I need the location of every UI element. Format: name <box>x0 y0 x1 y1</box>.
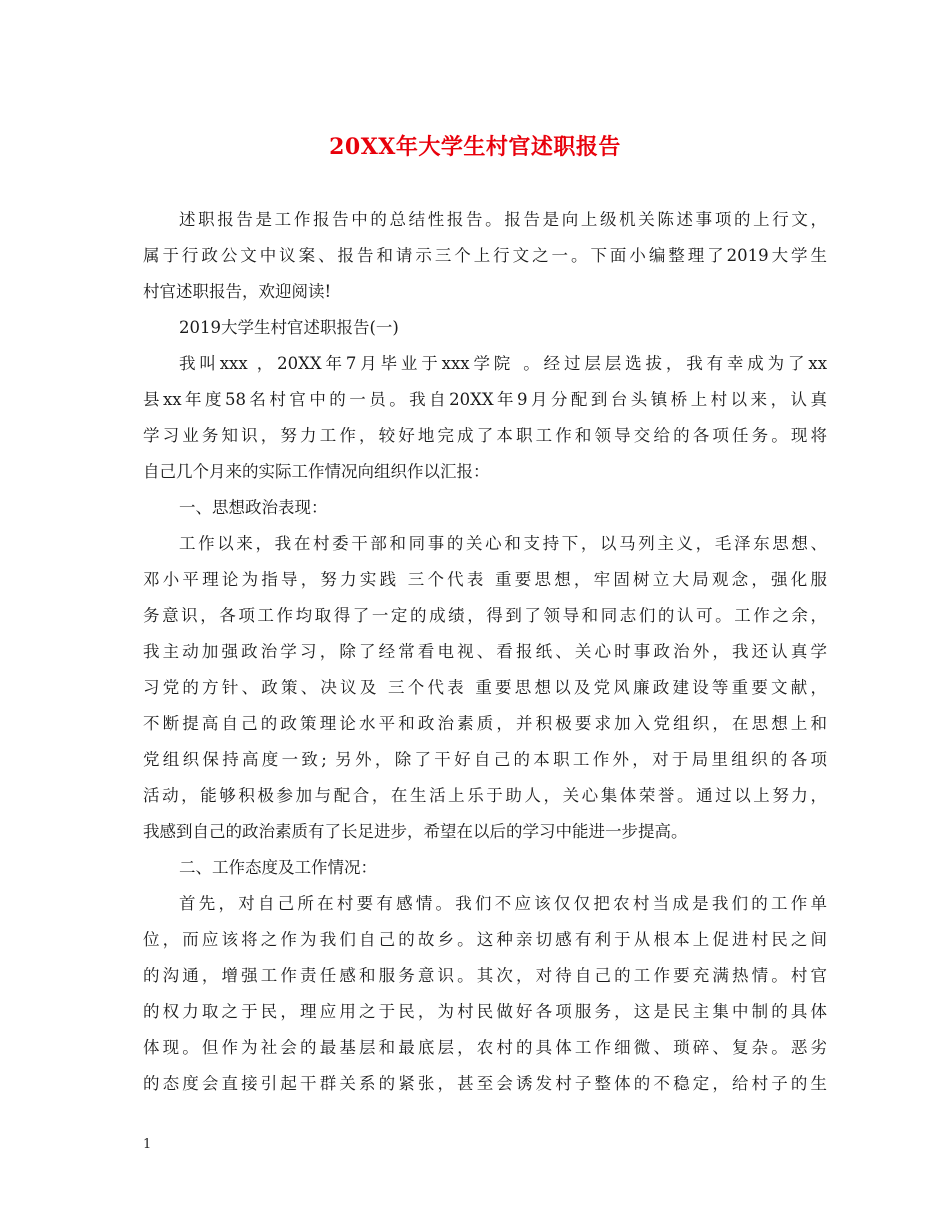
text-line: 的沟通，增强工作责任感和服务意识。其次，对待自己的工作要充满热情。村官 <box>143 966 827 985</box>
text-line: 县xx年度58名村官中的一员。我自20XX年9月分配到台头镇桥上村以来，认真 <box>143 390 827 409</box>
text-line: 村官述职报告，欢迎阅读! <box>143 282 332 301</box>
text-line: 的态度会直接引起干群关系的紧张，甚至会诱发村子整体的不稳定，给村子的生 <box>143 1074 827 1093</box>
text-line: 学习业务知识，努力工作，较好地完成了本职工作和领导交给的各项任务。现将 <box>143 426 827 445</box>
document-body <box>143 202 827 1102</box>
text-line: 位，而应该将之作为我们自己的故乡。这种亲切感有利于从根本上促进村民之间 <box>143 930 827 949</box>
text-line: 邓小平理论为指导，努力实践 三个代表 重要思想，牢固树立大局观念，强化服 <box>143 570 827 589</box>
text-line: 2019大学生村官述职报告(一) <box>179 318 399 337</box>
text-line: 不断提高自己的政策理论水平和政治素质，并积极要求加入党组织，在思想上和 <box>143 714 827 733</box>
text-line: 述职报告是工作报告中的总结性报告。报告是向上级机关陈述事项的上行文， <box>179 210 827 229</box>
text-line: 的权力取之于民，理应用之于民，为村民做好各项服务，这是民主集中制的具体 <box>143 1002 827 1021</box>
text-line: 自己几个月来的实际工作情况向组织作以汇报： <box>143 462 490 481</box>
text-line: 我叫xxx ，20XX年7月毕业于xxx学院 。经过层层选拔，我有幸成为了xx <box>179 354 827 373</box>
text-line: 首先，对自己所在村要有感情。我们不应该仅仅把农村当成是我们的工作单 <box>179 894 827 913</box>
page-number: 1 <box>143 1137 152 1152</box>
text-line: 我感到自己的政治素质有了长足进步，希望在以后的学习中能进一步提高。 <box>143 822 688 841</box>
text-line: 党组织保持高度一致; 另外，除了干好自己的本职工作外，对于局里组织的各项 <box>143 750 827 769</box>
text-line: 属于行政公文中议案、报告和请示三个上行文之一。下面小编整理了2019大学生 <box>143 246 827 265</box>
text-line: 务意识，各项工作均取得了一定的成绩，得到了领导和同志们的认可。工作之余， <box>143 606 827 625</box>
text-line: 活动，能够积极参加与配合，在生活上乐于助人，关心集体荣誉。通过以上努力， <box>143 786 827 805</box>
text-line: 我主动加强政治学习，除了经常看电视、看报纸、关心时事政治外，我还认真学 <box>143 642 827 661</box>
document-title: 20XX年大学生村官述职报告 <box>329 134 621 160</box>
text-line: 体现。但作为社会的最基层和最底层，农村的具体工作细微、琐碎、复杂。恶劣 <box>143 1038 827 1057</box>
text-line: 二、工作态度及工作情况： <box>179 858 377 877</box>
text-line: 一、思想政治表现： <box>179 498 328 517</box>
text-line: 工作以来，我在村委干部和同事的关心和支持下，以马列主义，毛泽东思想、 <box>179 534 827 553</box>
text-line: 习党的方针、政策、决议及 三个代表 重要思想以及党风廉政建设等重要文献， <box>143 678 827 697</box>
